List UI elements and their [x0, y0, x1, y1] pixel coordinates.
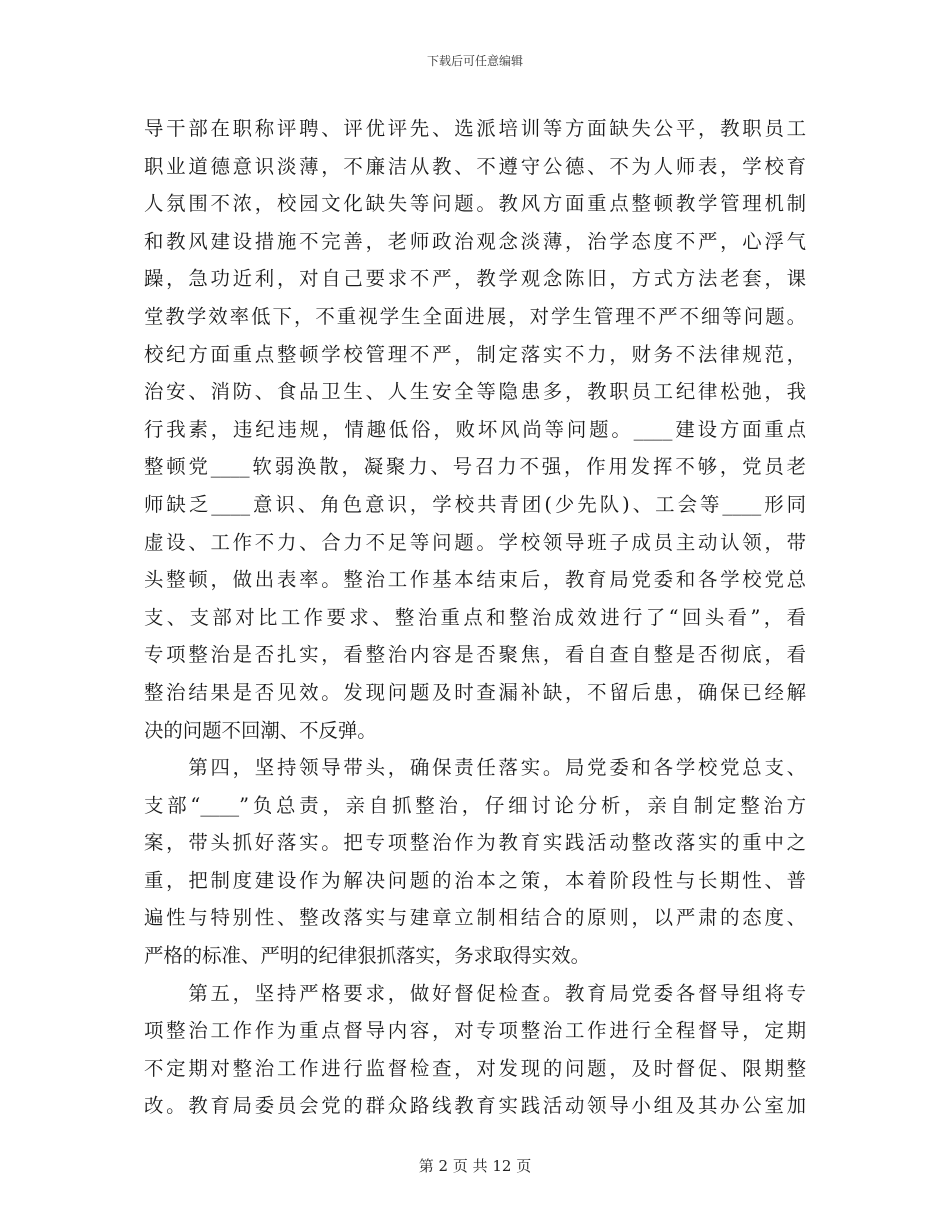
text-line: 躁，急功近利，对自己要求不严，教学观念陈旧，方式方法老套，课	[144, 267, 806, 291]
text-line: 治安、消防、食品卫生、人生安全等隐患多，教职员工纪律松弛，我	[144, 380, 806, 404]
text-line: 整顿党____软弱涣散，凝聚力、号召力不强，作用发挥不够，党员老	[144, 455, 806, 479]
page-number-footer: 第 2 页 共 12 页	[418, 1157, 532, 1175]
text-line: 职业道德意识淡薄，不廉洁从教、不遵守公德、不为人师表，学校育	[144, 154, 806, 178]
text-line: 改。教育局委员会党的群众路线教育实践活动领导小组及其办公室加	[144, 1094, 806, 1118]
text-line: 师缺乏____意识、角色意识，学校共青团(少先队)、工会等____形同	[144, 492, 806, 516]
text-line: 校纪方面重点整顿学校管理不严，制定落实不力，财务不法律规范，	[144, 342, 806, 366]
text-line: 不定期对整治工作进行监督检查，对发现的问题，及时督促、限期整	[144, 1056, 806, 1080]
text-line: 头整顿，做出表率。整治工作基本结束后，教育局党委和各学校党总	[144, 568, 806, 592]
text-line: 第五，坚持严格要求，做好督促检查。教育局党委各督导组将专	[144, 981, 806, 1005]
text-line: 行我素，违纪违规，情趣低俗，败坏风尚等问题。____建设方面重点	[144, 417, 806, 441]
text-line: 专项整治是否扎实，看整治内容是否聚焦，看自查自整是否彻底，看	[144, 643, 806, 667]
text-line: 导干部在职称评聘、评优评先、选派培训等方面缺失公平，教职员工	[144, 117, 806, 140]
text-line: 和教风建设措施不完善，老师政治观念淡薄，治学态度不严，心浮气	[144, 229, 806, 253]
text-line: 虚设、工作不力、合力不足等问题。学校领导班子成员主动认领，带	[144, 530, 806, 554]
text-line: 案，带头抓好落实。把专项整治作为教育实践活动整改落实的重中之	[144, 831, 806, 855]
text-line: 遍性与特别性、整改落实与建章立制相结合的原则，以严肃的态度、	[144, 906, 806, 930]
text-line: 支、支部对比工作要求、整治重点和整治成效进行了“回头看”，看	[144, 605, 806, 629]
text-line: 人氛围不浓，校园文化缺失等问题。教风方面重点整顿教学管理机制	[144, 192, 806, 216]
text-line: 堂教学效率低下，不重视学生全面进展，对学生管理不严不细等问题。	[144, 304, 806, 328]
text-line: 整治结果是否见效。发现问题及时查漏补缺，不留后患，确保已经解	[144, 680, 806, 704]
text-line: 支部“____”负总责，亲自抓整治，仔细讨论分析，亲自制定整治方	[144, 793, 806, 817]
text-line: 项整治工作作为重点督导内容，对专项整治工作进行全程督导，定期	[144, 1019, 806, 1043]
text-line: 重，把制度建设作为解决问题的治本之策，本着阶段性与长期性、普	[144, 868, 806, 892]
text-line: 第四，坚持领导带头，确保责任落实。局党委和各学校党总支、	[144, 756, 806, 780]
document-body	[144, 110, 806, 1125]
text-line: 严格的标准、严明的纪律狠抓落实，务求取得实效。	[144, 944, 590, 968]
text-line: 决的问题不回潮、不反弹。	[144, 718, 377, 742]
page-header: 下载后可任意编辑	[426, 54, 523, 68]
